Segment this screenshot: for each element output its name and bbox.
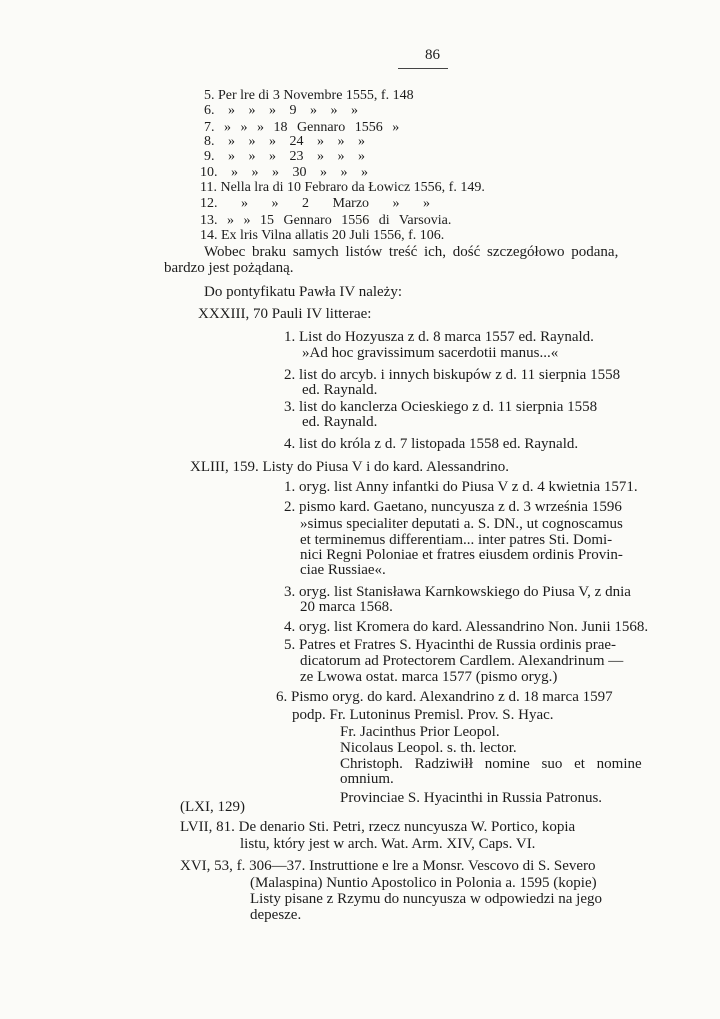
list-item: 3. oryg. list Stanisława Karnkowskiego do Piusa V, z dnia xyxy=(284,584,631,600)
list-item-continuation: et terminemus differentiam... inter patres Sti. Domi- xyxy=(300,532,613,548)
list-item: 1. oryg. list Anny infantki do Piusa V z d. 4 kwietnia 1571. xyxy=(284,479,638,495)
early-list-item: 14. Ex lris Vilna allatis 20 Juli 1556, f. 106. xyxy=(200,228,445,243)
archive-reference-continuation: depesze. xyxy=(250,907,302,923)
early-list-item: 10. » » » 30 » » » xyxy=(200,165,368,180)
signatory-line: omnium. xyxy=(340,771,394,787)
paragraph-line: Wobec braku samych listów treść ich, dość szczegółowo podana, xyxy=(204,244,619,260)
signatory-line: Provinciae S. Hyacinthi in Russia Patronus. xyxy=(340,790,603,806)
page-number-rule xyxy=(398,68,448,69)
paragraph-line: bardzo jest pożądaną. xyxy=(164,260,294,276)
early-list-item: 6. » » » 9 » » » xyxy=(204,103,358,118)
archive-reference-continuation: Listy pisane z Rzymu do nuncyusza w odpowiedzi na jego xyxy=(250,891,603,907)
list-item-continuation: dicatorum ad Protectorem Cardlem. Alexandrinum — xyxy=(300,653,624,669)
list-item-continuation: »simus specialiter deputati a. S. DN., ut cognoscamus xyxy=(300,516,623,532)
signatory-line: Nicolaus Leopol. s. th. lector. xyxy=(340,740,517,756)
list-item: 2. pismo kard. Gaetano, nuncyusza z d. 3 września 1596 xyxy=(284,499,622,515)
list-item: 3. list do kanclerza Ocieskiego z d. 11 sierpnia 1558 xyxy=(284,399,598,415)
archive-reference: XXXIII, 70 Pauli IV litterae: xyxy=(198,306,372,322)
list-item-continuation: »Ad hoc gravissimum sacerdotii manus...« xyxy=(302,345,559,361)
archive-reference: XVI, 53, f. 306—37. Instruttione e lre a Monsr. Vescovo di S. Severo xyxy=(180,858,596,874)
signatory-line: Christoph. Radziwiłł nomine suo et nomine xyxy=(340,756,642,772)
archive-reference: (LXI, 129) xyxy=(180,799,245,815)
page-number: 86 xyxy=(425,47,440,63)
early-list-item: 5. Per lre di 3 Novembre 1555, f. 148 xyxy=(204,88,414,103)
signatory-line: Fr. Jacinthus Prior Leopol. xyxy=(340,724,500,740)
list-item: 4. oryg. list Kromera do kard. Alessandrino Non. Junii 1568. xyxy=(284,619,649,635)
list-item-continuation: nici Regni Poloniae et fratres eiusdem ordinis Provin- xyxy=(300,547,623,563)
early-list-item: 13. » » 15 Gennaro 1556 di Varsovia. xyxy=(200,213,452,228)
list-item-continuation: ze Lwowa ostat. marca 1577 (pismo oryg.) xyxy=(300,669,558,685)
list-item: 1. List do Hozyusza z d. 8 marca 1557 ed. Raynald. xyxy=(284,329,594,345)
signatory-line: podp. Fr. Lutoninus Premisl. Prov. S. Hyac. xyxy=(292,707,554,723)
early-list-item: 7. » » » 18 Gennaro 1556 » xyxy=(204,120,400,135)
list-item: 5. Patres et Fratres S. Hyacinthi de Russia ordinis prae- xyxy=(284,637,617,653)
archive-reference-continuation: listu, który jest w arch. Wat. Arm. XIV, Caps. VI. xyxy=(240,836,536,852)
list-item: 4. list do króla z d. 7 listopada 1558 ed. Raynald. xyxy=(284,436,579,452)
list-item-continuation: ed. Raynald. xyxy=(302,414,378,430)
early-list-item: 12. » » 2 Marzo » » xyxy=(200,196,431,211)
archive-reference: XLIII, 159. Listy do Piusa V i do kard. Alessandrino. xyxy=(190,459,510,475)
list-item: 2. list do arcyb. i innych biskupów z d. 11 sierpnia 1558 xyxy=(284,367,621,383)
list-item-continuation: ciae Russiae«. xyxy=(300,562,386,578)
list-item-continuation: 20 marca 1568. xyxy=(300,599,393,615)
section-heading: Do pontyfikatu Pawła IV należy: xyxy=(204,284,403,300)
early-list-item: 8. » » » 24 » » » xyxy=(204,134,365,149)
archive-reference-continuation: (Malaspina) Nuntio Apostolico in Polonia a. 1595 (kopie) xyxy=(250,875,597,891)
archive-reference: LVII, 81. De denario Sti. Petri, rzecz nuncyusza W. Portico, kopia xyxy=(180,819,576,835)
list-item-continuation: ed. Raynald. xyxy=(302,382,378,398)
list-item: 6. Pismo oryg. do kard. Alexandrino z d. 18 marca 1597 xyxy=(276,689,613,705)
early-list-item: 9. » » » 23 » » » xyxy=(204,149,365,164)
early-list-item: 11. Nella lra di 10 Febraro da Łowicz 1556, f. 149. xyxy=(200,180,485,195)
